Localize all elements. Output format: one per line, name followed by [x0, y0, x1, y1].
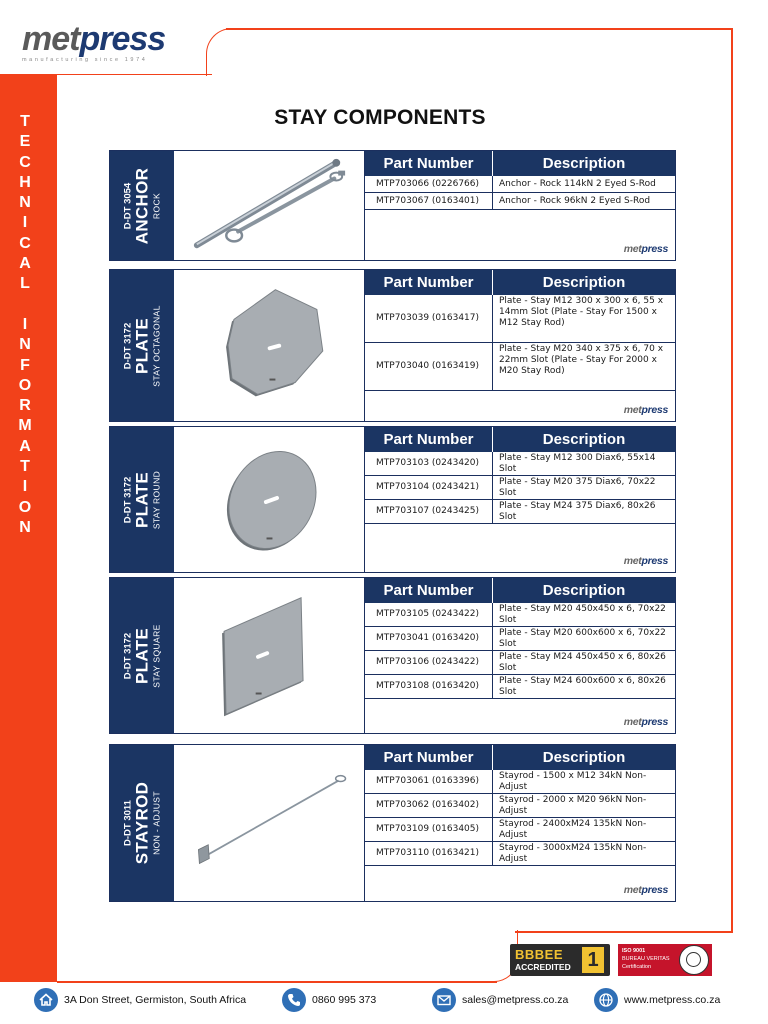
email-link[interactable]: sales@metpress.co.za: [462, 994, 569, 1006]
description: Stayrod - 3000xM24 135kN Non-Adjust: [499, 843, 647, 864]
part-number: MTP703066 (0226766): [365, 176, 493, 192]
table-row: [365, 842, 675, 866]
side-banner-letter: T: [20, 113, 30, 130]
phone-icon: [282, 988, 306, 1012]
component-block-anchor: [109, 150, 676, 261]
metpress-mini-logo: metpress: [623, 243, 668, 255]
side-banner-letter: I: [22, 315, 28, 333]
component-block-stayrod: [109, 744, 676, 902]
bbbee-accredited-badge: [510, 944, 610, 976]
logo-press: press: [79, 20, 166, 58]
metpress-mini-logo: metpress: [623, 716, 668, 728]
description: Plate - Stay M20 375 Diax6, 70x22 Slot: [499, 477, 656, 498]
table-header: [365, 270, 675, 295]
block-label: [110, 427, 174, 572]
footer-email: [432, 987, 568, 1013]
metpress-mini-logo: metpress: [623, 404, 668, 416]
part-number: MTP703108 (0163420): [365, 675, 493, 698]
side-banner-technical-information: [0, 112, 50, 538]
logo-tagline: manufacturing since 1974: [22, 57, 148, 63]
side-banner-letter: A: [19, 255, 31, 273]
side-banner-letter: O: [18, 498, 32, 516]
block-sub: NON - ADJUST: [151, 791, 162, 855]
metpress-mini-logo: metpress: [623, 555, 668, 567]
block-label: [110, 578, 174, 733]
table-header: [365, 151, 675, 176]
block-label: [110, 151, 174, 260]
side-banner-letter: C: [19, 234, 31, 252]
block-sub: STAY ROUND: [151, 470, 162, 529]
block-code: D-DT 3172: [122, 322, 134, 369]
block-name: ANCHOR: [132, 167, 152, 244]
block-code: D-DT 3172: [122, 476, 134, 523]
block-code: D-DT 3011: [122, 800, 134, 846]
metpress-mini-logo: metpress: [623, 884, 668, 896]
part-number: MTP703061 (0163396): [365, 770, 493, 793]
table-header: [365, 745, 675, 770]
square-plate-illustration: [174, 578, 365, 733]
description: Plate - Stay M24 600x600 x 6, 80x26 Slot: [499, 676, 666, 697]
side-banner-letter: [0, 295, 50, 315]
header-part-number: Part Number: [365, 745, 493, 770]
footer-address: [34, 987, 246, 1013]
side-banner-letter: T: [20, 458, 30, 476]
metpress-logo: [22, 22, 202, 72]
part-number: MTP703110 (0163421): [365, 842, 493, 865]
block-label: [110, 745, 174, 901]
round-plate-illustration: [174, 427, 365, 572]
table-row: [365, 176, 675, 193]
part-number: MTP703062 (0163402): [365, 794, 493, 817]
page-title: STAY COMPONENTS: [274, 106, 486, 129]
iso-certification-badge: [618, 944, 712, 976]
iso-body: BUREAU VERITAS: [622, 956, 670, 962]
bbbee-title: BBBEE: [515, 947, 564, 962]
table-row: [365, 476, 675, 500]
description: Plate - Stay M12 300 Diax6, 55x14 Slot: [499, 453, 656, 474]
description: Stayrod - 1500 x M12 34kN Non-Adjust: [499, 771, 647, 792]
block-code: D-DT 3172: [122, 632, 134, 679]
octagonal-plate-illustration: [174, 270, 365, 421]
logo-met: met: [22, 20, 80, 58]
header-part-number: Part Number: [365, 427, 493, 452]
side-banner-letter: N: [19, 194, 31, 212]
table-row: [365, 770, 675, 794]
header-part-number: Part Number: [365, 151, 493, 176]
description: Plate - Stay M20 340 x 375 x 6, 70 x 22mm Slot (Plate - Stay For 2000 x M20 Stay Rod): [499, 344, 664, 376]
side-banner-letter: N: [19, 518, 31, 536]
frame-line: [226, 28, 732, 30]
side-banner-letter: L: [20, 275, 30, 293]
frame-line: [57, 981, 497, 983]
globe-icon: [594, 988, 618, 1012]
table-row: [365, 794, 675, 818]
table-row: [365, 452, 675, 476]
block-name: PLATE: [132, 317, 152, 374]
mail-icon: [432, 988, 456, 1012]
home-icon: [34, 988, 58, 1012]
description: Anchor - Rock 114kN 2 Eyed S-Rod: [499, 178, 656, 189]
block-label: [110, 270, 174, 421]
table-row: [365, 675, 675, 699]
frame-line: [206, 28, 242, 76]
table-row: [365, 818, 675, 842]
side-banner-letter: C: [19, 153, 31, 171]
table-row: [365, 500, 675, 524]
table-row: [365, 193, 675, 210]
block-code: D-DT 3054: [122, 182, 134, 229]
part-number: MTP703041 (0163420): [365, 627, 493, 650]
part-number: MTP703105 (0243422): [365, 603, 493, 626]
address-text: 3A Don Street, Germiston, South Africa: [64, 994, 247, 1006]
component-block-plate-octagonal: [109, 269, 676, 422]
description: Anchor - Rock 96kN 2 Eyed S-Rod: [499, 195, 651, 206]
table-row: [365, 627, 675, 651]
block-name: PLATE: [132, 471, 152, 528]
part-number: MTP703109 (0163405): [365, 818, 493, 841]
table-row: [365, 343, 675, 391]
part-number: MTP703040 (0163419): [365, 343, 493, 390]
table-row: [365, 651, 675, 675]
table-row: [365, 295, 675, 343]
side-banner-letter: O: [18, 376, 32, 394]
part-number: MTP703067 (0163401): [365, 193, 493, 209]
iso-standard: ISO 9001: [622, 948, 646, 954]
footer-website: [594, 987, 720, 1013]
frame-line: [57, 74, 212, 75]
side-banner-letter: F: [20, 356, 30, 374]
phone-text: 0860 995 373: [312, 994, 377, 1006]
footer-phone: [282, 987, 376, 1013]
frame-line: [515, 931, 733, 933]
component-block-plate-square: [109, 577, 676, 734]
side-banner-letter: M: [18, 417, 32, 435]
bureau-veritas-seal-icon: [679, 945, 709, 975]
part-number: MTP703106 (0243422): [365, 651, 493, 674]
header-description: Description: [542, 749, 626, 766]
description: Plate - Stay M12 300 x 300 x 6, 55 x 14mm Slot (Plate - Stay For 1500 x M12 Stay Rod): [499, 296, 664, 328]
block-name: STAYROD: [132, 781, 152, 865]
block-sub: ROCK: [151, 192, 162, 219]
side-banner-letter: I: [22, 214, 28, 232]
header-description: Description: [542, 582, 626, 599]
part-number: MTP703104 (0243421): [365, 476, 493, 499]
description: Plate - Stay M20 450x450 x 6, 70x22 Slot: [499, 604, 666, 625]
header-description: Description: [542, 431, 626, 448]
frame-line: [731, 28, 733, 933]
side-banner-letter: N: [19, 336, 31, 354]
table-header: [365, 427, 675, 452]
side-banner-letter: A: [19, 437, 31, 455]
block-name: PLATE: [132, 627, 152, 684]
part-number: MTP703107 (0243425): [365, 500, 493, 523]
part-number: MTP703103 (0243420): [365, 452, 493, 475]
component-block-plate-round: [109, 426, 676, 573]
header-part-number: Part Number: [365, 270, 493, 295]
description: Plate - Stay M20 600x600 x 6, 70x22 Slot: [499, 628, 666, 649]
block-sub: STAY SQUARE: [151, 623, 162, 688]
side-banner-letter: H: [19, 173, 31, 191]
description: Plate - Stay M24 375 Diax6, 80x26 Slot: [499, 501, 656, 522]
header-description: Description: [542, 155, 626, 172]
iso-label: Certification: [622, 964, 652, 970]
side-banner-letter: R: [19, 397, 31, 415]
side-banner-letter: I: [22, 478, 28, 496]
block-sub: STAY OCTAGONAL: [151, 304, 162, 387]
description: Stayrod - 2000 x M20 96kN Non-Adjust: [499, 795, 647, 816]
side-banner-letter: E: [19, 133, 31, 151]
header-description: Description: [542, 274, 626, 291]
bbbee-level: 1: [582, 947, 604, 973]
table-header: [365, 578, 675, 603]
description: Plate - Stay M24 450x450 x 6, 80x26 Slot: [499, 652, 666, 673]
website-link[interactable]: www.metpress.co.za: [624, 994, 721, 1006]
stayrod-illustration: [174, 745, 365, 901]
bbbee-subtitle: ACCREDITED: [515, 962, 571, 972]
header-part-number: Part Number: [365, 578, 493, 603]
part-number: MTP703039 (0163417): [365, 295, 493, 342]
table-row: [365, 603, 675, 627]
anchor-rod-illustration: [174, 151, 365, 260]
description: Stayrod - 2400xM24 135kN Non-Adjust: [499, 819, 647, 840]
